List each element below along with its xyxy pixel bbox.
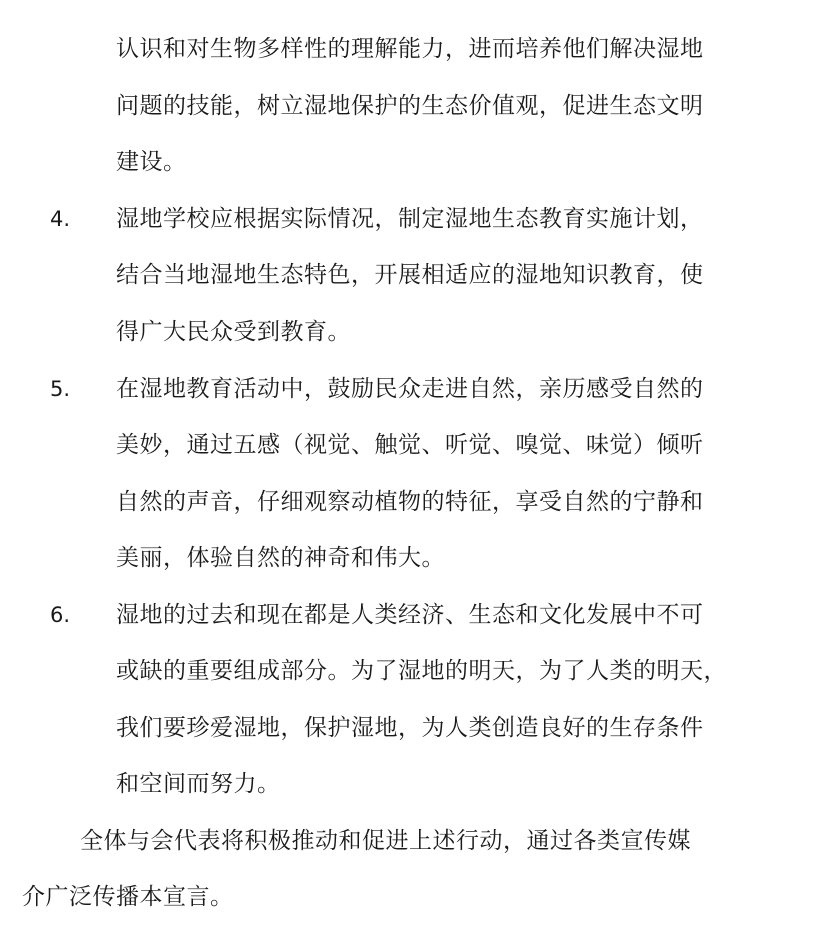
text-line: 自然的声音，仔细观察动植物的特征，享受自然的宁静和 <box>116 489 704 515</box>
list-number: 6. <box>50 603 71 627</box>
text-line: 和空间而努力。 <box>116 771 281 797</box>
text-line: 得广大民众受到教育。 <box>116 319 351 345</box>
text-line: 在湿地教育活动中，鼓励民众走进自然，亲历感受自然的 <box>116 376 704 402</box>
text-line: 湿地的过去和现在都是人类经济、生态和文化发展中不可 <box>116 602 704 628</box>
text-line: 美妙，通过五感（视觉、触觉、听觉、嗅觉、味觉）倾听 <box>116 432 704 458</box>
text-line: 或缺的重要组成部分。为了湿地的明天，为了人类的明天， <box>116 658 727 684</box>
text-line: 建设。 <box>116 149 187 175</box>
text-line: 全体与会代表将积极推动和促进上述行动，通过各类宣传媒 <box>80 828 691 854</box>
list-number: 4. <box>50 207 71 231</box>
text-line: 问题的技能，树立湿地保护的生态价值观，促进生态文明 <box>116 93 704 119</box>
text-line: 介广泛传播本宣言。 <box>22 884 234 910</box>
list-number: 5. <box>50 377 71 401</box>
text-line: 结合当地湿地生态特色，开展相适应的湿地知识教育，使 <box>116 262 704 288</box>
text-line: 湿地学校应根据实际情况，制定湿地生态教育实施计划， <box>116 206 704 232</box>
text-line: 美丽，体验自然的神奇和伟大。 <box>116 545 445 571</box>
text-line: 认识和对生物多样性的理解能力，进而培养他们解决湿地 <box>116 36 704 62</box>
text-line: 我们要珍爱湿地，保护湿地，为人类创造良好的生存条件 <box>116 715 704 741</box>
